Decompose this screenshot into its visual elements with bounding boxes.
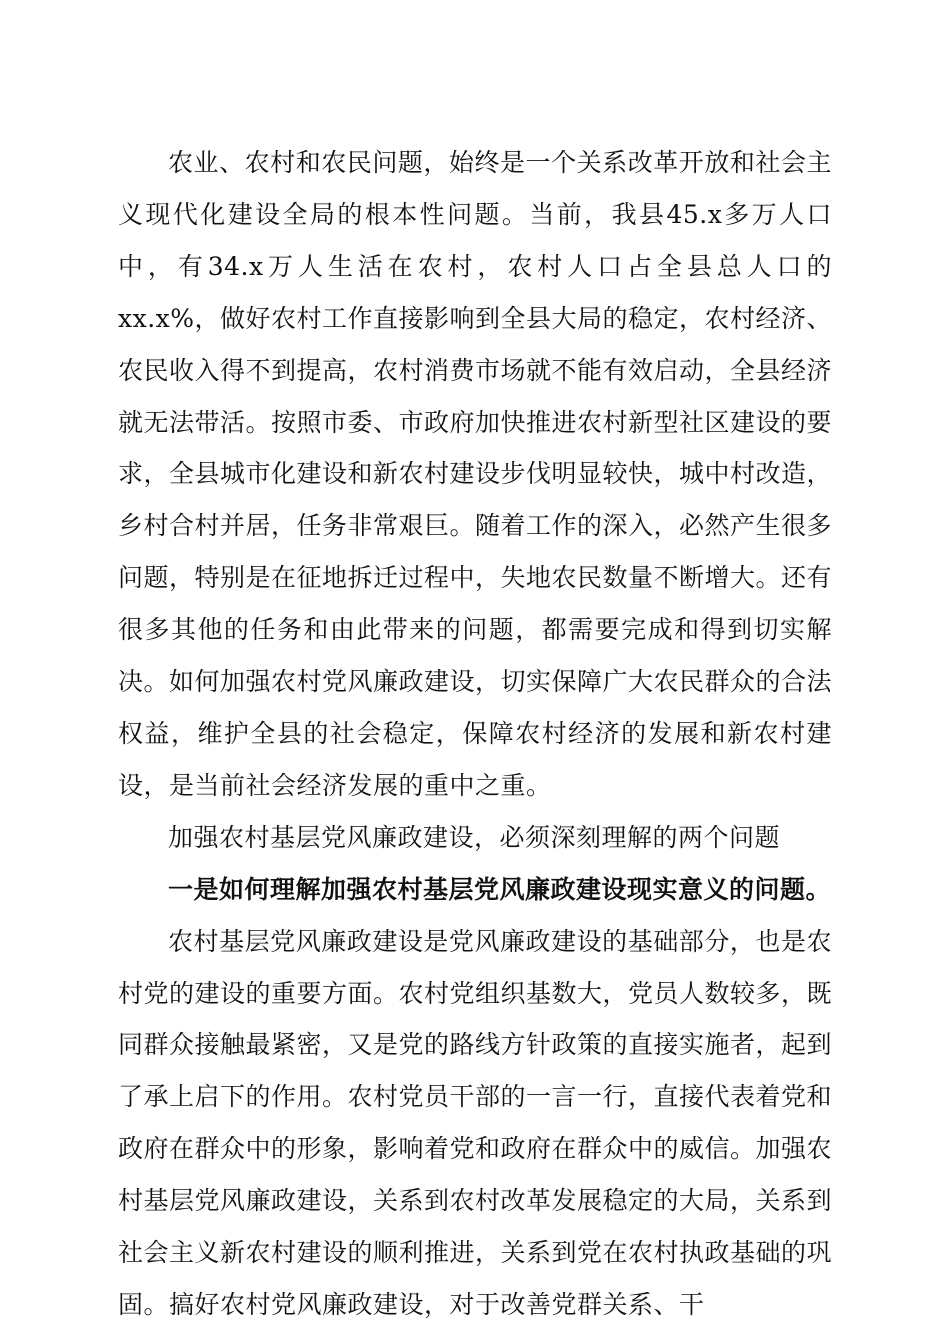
section-heading: 加强农村基层党风廉政建设，必须深刻理解的两个问题 — [168, 822, 781, 852]
body-paragraph: 农村基层党风廉政建设是党风廉政建设的基础部分，也是农村党的建设的重要方面。农村党组织基数大，党员人数较多，既同群众接触最紧密，又是党的路线方针政策的直接实施者，起到了承上启下的作用。农村党员干部的一言一行，直接代表着党和政府在群众中的形象，影响着党和政府在群众中的威信。加强农村基层党风廉政建设，关系到农村改革发展稳定的大局，关系到社会主义新农村建设的顺利推进，关系到党在农村执政基础的巩固。搞好农村党风廉政建设，对于改善党群关系、干 — [118, 926, 833, 1319]
document-body — [118, 137, 832, 1331]
intro-paragraph: 农业、农村和农民问题，始终是一个关系改革开放和社会主义现代化建设全局的根本性问题。当前，我县45.x多万人口中，有34.x万人生活在农村，农村人口占全县总人口的xx.x%，做好农村工作直接影响到全县大局的稳定，农村经济、农民收入得不到提高，农村消费市场就不能有效启动，全县经济就无法带活。按照市委、市政府加快推进农村新型社区建设的要求，全县城市化建设和新农村建设步伐明显较快，城中村改造，乡村合村并居，任务非常艰巨。随着工作的深入，必然产生很多问题，特别是在征地拆迁过程中，失地农民数量不断增大。还有很多其他的任务和由此带来的问题，都需要完成和得到切实解决。如何加强农村党风廉政建设，切实保障广大农民群众的合法权益，维护全县的社会稳定，保障农村经济的发展和新农村建设，是当前社会经济发展的重中之重。 — [118, 148, 833, 800]
subheading: 一是如何理解加强农村基层党风廉政建设现实意义的问题。 — [168, 874, 832, 904]
